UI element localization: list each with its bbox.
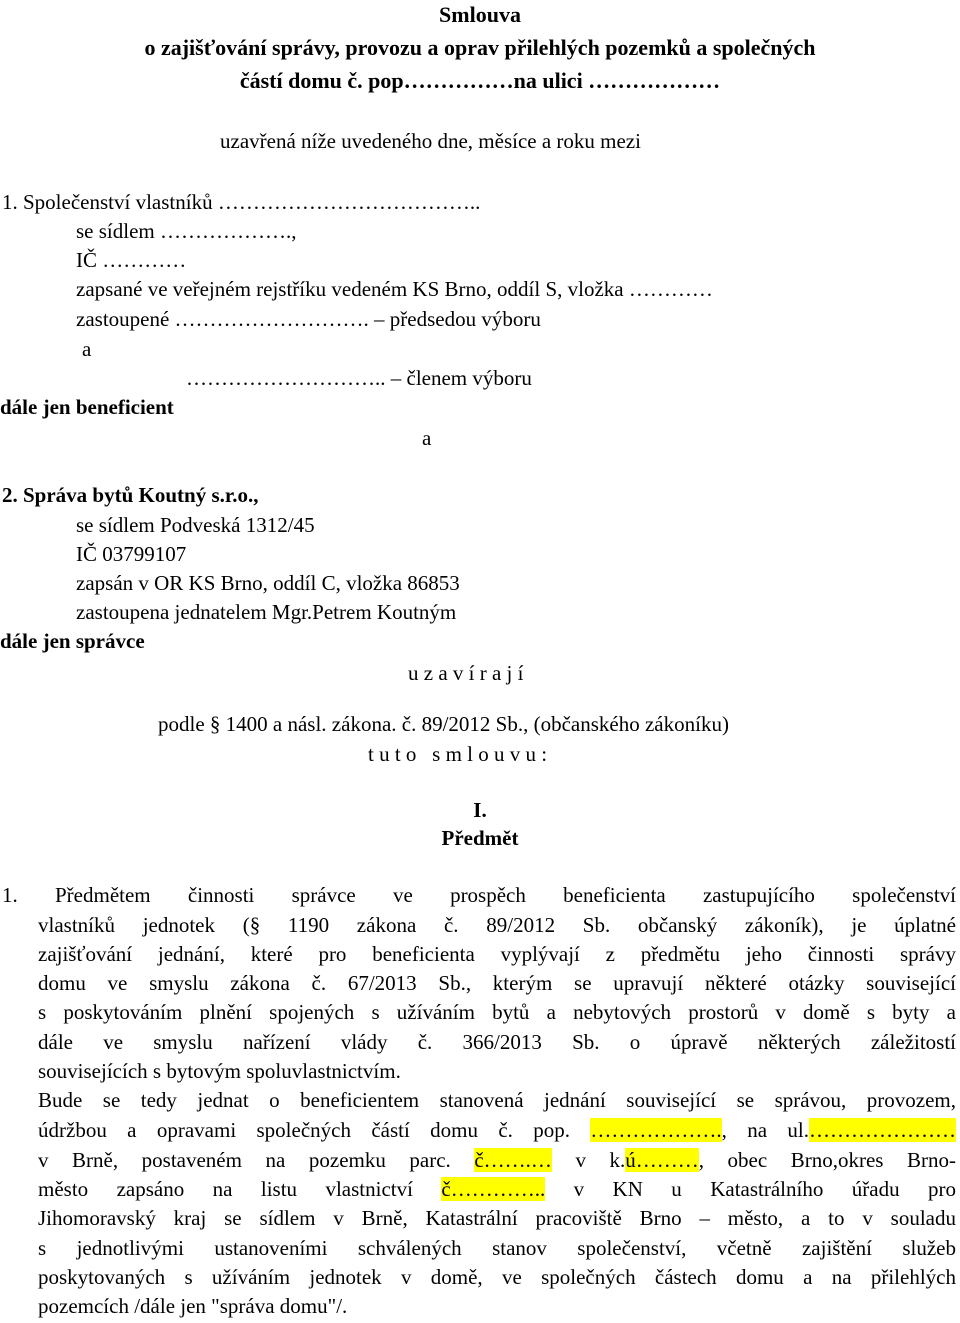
paragraph-line: Bude se tedy jednat o beneficientem stanovená jednání související se správou, provozem, bbox=[38, 1088, 956, 1112]
conclusion-law: podle § 1400 a násl. zákona. č. 89/2012 Sb., (občanského zákoníku) bbox=[158, 712, 729, 736]
line-text: v k. bbox=[551, 1148, 626, 1172]
line-text: v Brně, postaveném na pozemku parc. bbox=[38, 1148, 475, 1172]
paragraph-line: zajišťování jednání, které pro beneficienta vyplývají z předmětu jeho činnosti správy bbox=[38, 942, 956, 966]
section-number: I. bbox=[473, 798, 487, 822]
house-number-field: ………………. bbox=[590, 1118, 722, 1142]
line-text: údržbou a opravami společných částí domu č. pop. bbox=[38, 1118, 571, 1142]
parcel-number-field: č…….… bbox=[474, 1148, 552, 1172]
party2-representative: zastoupena jednatelem Mgr.Petrem Koutným bbox=[76, 600, 457, 624]
party1-representative-1: zastoupené ………………………. – předsedou výboru bbox=[76, 307, 541, 331]
line-text: město zapsáno na listu vlastnictví bbox=[38, 1177, 442, 1201]
party2-role: dále jen správce bbox=[0, 629, 145, 653]
street-field: ………………… bbox=[809, 1118, 957, 1142]
party2-name: 2. Správa bytů Koutný s.r.o., bbox=[2, 483, 259, 507]
paragraph-line: s poskytováním plnění spojených s užíváním bytů a nebytových prostorů v domě s byty a bbox=[38, 1000, 956, 1024]
paragraph-line: poskytovaných s užíváním jednotek v domě, ve společných částech domu a na přilehlých bbox=[38, 1265, 956, 1289]
intro-text: uzavřená níže uvedeného dne, měsíce a roku mezi bbox=[220, 129, 641, 153]
contract-subtitle-line-1: o zajišťování správy, provozu a oprav přilehlých pozemků a společných bbox=[144, 35, 816, 60]
party1-register: zapsané ve veřejném rejstříku vedeném KS Brno, oddíl S, vložka ………… bbox=[76, 277, 713, 301]
conclusion-verb: u z a v í r a j í bbox=[408, 661, 524, 685]
party1-seat: se sídlem ………………., bbox=[76, 219, 297, 243]
paragraph-line: pozemcích /dále jen "správa domu"/. bbox=[38, 1294, 348, 1318]
ownership-sheet-field: č………….. bbox=[441, 1177, 546, 1201]
paragraph-line: s jednotlivými ustanoveními schválených stanov společenství, včetně zajištění služeb bbox=[38, 1236, 956, 1260]
party1-name: 1. Společenství vlastníků ……………………………….. bbox=[2, 190, 481, 214]
contract-subtitle-line-2: částí domu č. pop……………na ulici ……………… bbox=[239, 68, 721, 93]
party1-role: dále jen beneficient bbox=[0, 395, 174, 419]
party1-and: a bbox=[82, 337, 92, 361]
paragraph-line-parcel bbox=[38, 1146, 956, 1175]
cadastral-area-field: ú……… bbox=[625, 1148, 699, 1172]
paragraph-line: Jihomoravský kraj se sídlem v Brně, Katastrální pracoviště Brno – město, a to v souladu bbox=[38, 1206, 956, 1230]
paragraph-line-ownership bbox=[38, 1175, 956, 1204]
contract-title: Smlouva bbox=[439, 2, 521, 27]
paragraph-line: domu ve smyslu zákona č. 67/2013 Sb., kterým se upravují některé otázky související bbox=[38, 971, 956, 995]
paragraph-line: vlastníků jednotek (§ 1190 zákona č. 89/2012 Sb. občanský zákoník), je úplatné bbox=[38, 913, 956, 937]
paragraph-line: 1. Předmětem činnosti správce ve prospěch beneficienta zastupujícího společenství bbox=[2, 883, 956, 907]
party2-seat: se sídlem Podveská 1312/45 bbox=[76, 513, 315, 537]
paragraph-line: souvisejících s bytovým spoluvlastnictvím. bbox=[38, 1059, 401, 1083]
paragraph-line: dále ve smyslu nařízení vlády č. 366/2013 Sb. o úpravě některých záležitostí bbox=[38, 1030, 956, 1054]
parties-and: a bbox=[422, 426, 432, 450]
line-text: v KN u Katastrálního úřadu pro bbox=[545, 1177, 956, 1201]
line-text: , na ul. bbox=[721, 1118, 810, 1142]
party2-ico: IČ 03799107 bbox=[76, 542, 187, 566]
conclusion-contract: t u t o s m l o u v u : bbox=[368, 742, 548, 766]
party2-register: zapsán v OR KS Brno, oddíl C, vložka 86853 bbox=[76, 571, 460, 595]
paragraph-line-house bbox=[38, 1116, 956, 1145]
party1-ico: IČ ………… bbox=[76, 248, 187, 272]
section-title: Předmět bbox=[441, 826, 519, 850]
line-text: , obec Brno,okres Brno- bbox=[698, 1148, 957, 1172]
party1-representative-2: ……………………….. – členem výboru bbox=[186, 366, 532, 390]
